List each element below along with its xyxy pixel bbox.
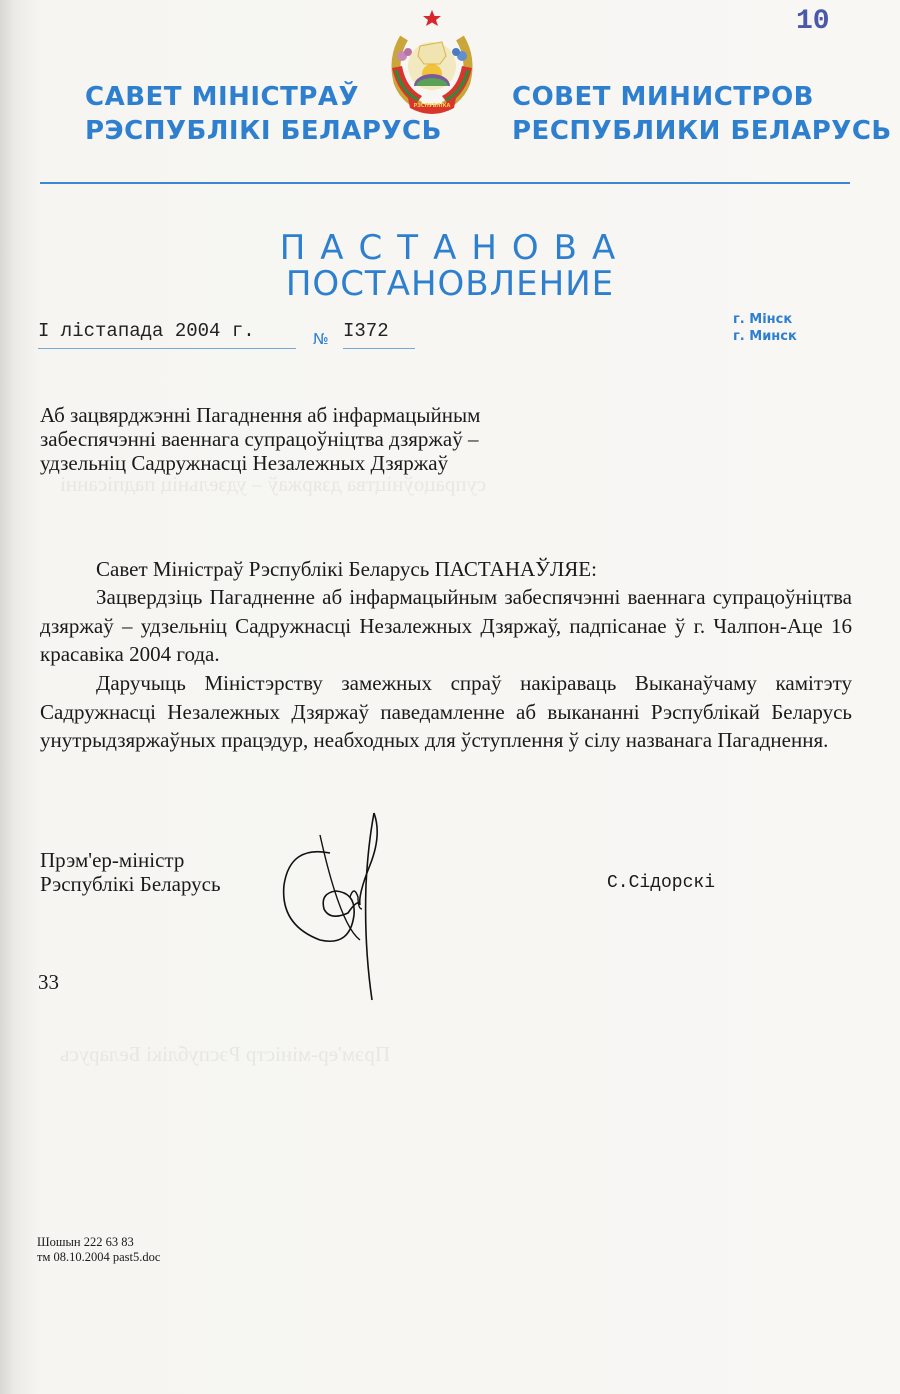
signer-role: [40, 848, 221, 896]
title-line: забеспячэнні ваеннага супрацоўніцтва дзяржаў –: [40, 427, 479, 451]
footer-line: Шошын 222 63 83: [37, 1235, 134, 1249]
footer-note: [37, 1235, 160, 1265]
svg-text:РЭСПУБЛІКА: РЭСПУБЛІКА: [413, 103, 451, 109]
decree-line: Савет Міністраў Рэспублікі Беларусь ПАСТАНАЎЛЯЕ:: [96, 557, 597, 581]
footer-line: тм 08.10.2004 past5.doc: [37, 1250, 161, 1264]
signer-role-line: Прэм'ер-міністр: [40, 848, 185, 872]
title-line: Аб зацвярджэнні Пагаднення аб інфармацыйным: [40, 403, 481, 427]
signer-name: С.Сідорскі: [607, 873, 716, 893]
bleed-through-text: супрацоўніцтва дзяржаў – удзельніц падпісанні: [60, 472, 487, 496]
doc-type-russian: ПОСТАНОВЛЕНИЕ: [285, 264, 615, 304]
org-line: САВЕТ МІНІСТРАЎ: [85, 82, 360, 112]
document-title: [40, 403, 620, 475]
org-line: РЭСПУБЛІКІ БЕЛАРУСЬ: [85, 116, 442, 146]
date-field: I лістапада 2004 г.: [38, 320, 296, 349]
state-emblem-icon: [384, 8, 480, 114]
number-label: №: [313, 330, 329, 348]
body-paragraph-1: Зацвердзіць Пагадненне аб інфармацыйным забеспячэнні ваеннага супрацоўніцтва дзяржаў – удзельніц Садружнасці Незалежных Дзяржаў, падпісанае ў г. Чалпон-Аце 16 красавіка 2004 года.: [40, 585, 852, 666]
doc-type-belarusian: ПАСТАНОВА: [279, 228, 631, 268]
letterhead-divider: [40, 182, 850, 184]
handwritten-signature: [250, 805, 410, 1015]
body-paragraph-2: Даручыць Міністэрству замежных спраў накіраваць Выканаўчаму камітэту Садружнасці Незалежных Дзяржаў паведамленне аб выкананні Рэспублікай Беларусь унутрыдзяржаўных працэдур, неабходных для ўступлення ў сілу названага Пагаднення.: [40, 671, 852, 752]
letterhead-org-russian: [512, 80, 892, 148]
copies-count: 33: [38, 970, 59, 994]
document-number: I372: [343, 320, 415, 349]
city-russian: г. Минск: [733, 329, 797, 344]
signer-role-line: Рэспублікі Беларусь: [40, 872, 221, 896]
org-line: СОВЕТ МИНИСТРОВ: [512, 82, 814, 112]
org-line: РЕСПУБЛИКИ БЕЛАРУСЬ: [512, 116, 892, 146]
title-line: удзельніц Садружнасці Незалежных Дзяржаў: [40, 451, 449, 475]
bleed-through-text: Прэм'ер-міністр Рэспублікі Беларусь: [60, 1042, 391, 1066]
sheet-number-stamp: 10: [796, 6, 830, 37]
city-block: [733, 311, 797, 345]
city-belarusian: г. Мінск: [733, 312, 793, 327]
